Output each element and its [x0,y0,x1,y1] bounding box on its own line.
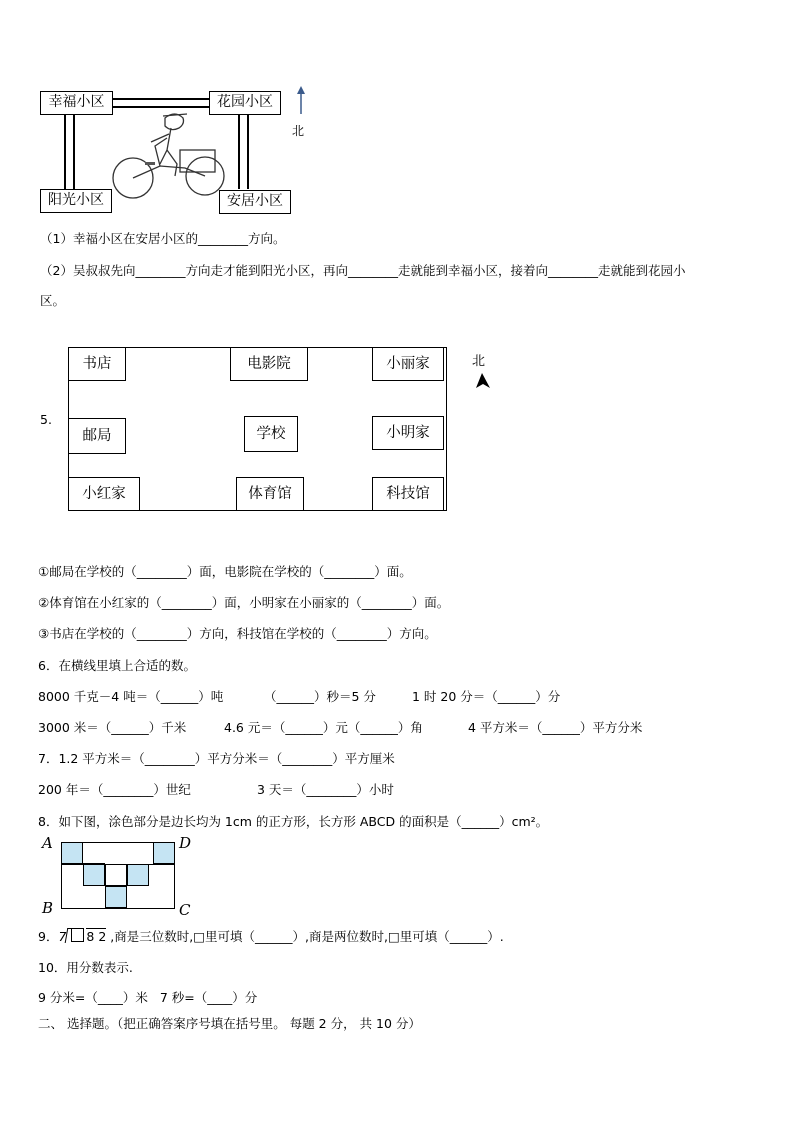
cyclist-illustration [105,106,235,206]
q6-title: 6．在横线里填上合适的数。 [38,658,196,673]
q9-text: ,商是三位数时,□里可填（______）,商是两位数时,□里可填（______）. [106,929,504,944]
q6-row1-item1: 8000 千克－4 吨＝（______）吨 [38,689,224,704]
place-post: 邮局 [68,418,126,454]
shaded-square [153,842,175,864]
north-arrow-icon-q5 [474,372,492,390]
place-gym: 体育馆 [236,477,304,511]
q10-row1: 9 分米=（____）米 7 秒=（____）分 [38,990,258,1005]
place-cinema: 电影院 [230,347,308,381]
q5-question1: ①邮局在学校的（________）面，电影院在学校的（________）面。 [38,564,412,579]
q7-row2-item2: 3 天＝（________）小时 [257,782,394,797]
road-left-2 [73,115,75,189]
q4-part1: （1）幸福小区在安居小区的________方向。 [40,231,286,246]
place-school: 学校 [244,416,298,452]
grid-square [83,842,105,864]
section2-heading: 二、 选择题。（把正确答案序号填在括号里。 每题 2 分， 共 10 分） [38,1016,421,1031]
q6-row1-item3: 1 时 20 分＝（______）分 [412,689,561,704]
shaded-square [105,886,127,908]
q9-divisor: 7 [58,929,67,944]
q6-row2-item2: 4.6 元＝（______）元（______）角 [224,720,423,735]
place-anju: 安居小区 [219,190,291,214]
road-right-2 [247,115,249,189]
q6-row2-item3: 4 平方米＝（______）平方分米 [468,720,643,735]
q5-number: 5. [40,412,52,427]
place-xiaoli: 小丽家 [372,347,444,381]
q8-text: 8．如下图，涂色部分是边长均为 1cm 的正方形，长方形 ABCD 的面积是（______）cm²。 [38,814,549,829]
map1-north-label: 北 [292,124,305,138]
blank-square-icon [71,928,84,942]
q9-dividend: 8 2 [86,929,107,944]
shaded-square [83,864,105,886]
place-bookstore: 书店 [68,347,126,381]
north-arrow-icon [295,85,307,115]
shaded-square [61,842,83,864]
place-yangguang: 阳光小区 [40,189,112,213]
road-top-1 [112,98,210,100]
place-xiaohong: 小红家 [68,477,140,511]
q6-row2-item1: 3000 米＝（______）千米 [38,720,187,735]
q6-row1-item2: （______）秒＝5 分 [264,689,376,704]
grid-square [105,864,127,886]
q4-part2-line1: （2）吴叔叔先向________方向走才能到阳光小区，再向________走就能到幸福小区，接着向________走就能到花园小 [40,263,686,278]
place-scitech: 科技馆 [372,477,444,511]
road-left-1 [64,115,66,189]
q5-question3: ③书店在学校的（________）方向，科技馆在学校的（________）方向。 [38,626,437,641]
place-xiaoming: 小明家 [372,416,444,450]
label-b: B [42,899,54,917]
label-c: C [179,901,191,919]
q7-row2-item1: 200 年＝（________）世纪 [38,782,191,797]
grid-line [61,864,175,865]
q5-question2: ②体育馆在小红家的（________）面，小明家在小丽家的（________）面。 [38,595,450,610]
place-xingfu: 幸福小区 [40,91,113,115]
q7-row1: 7．1.2 平方米＝（________）平方分米＝（________）平方厘米 [38,751,395,766]
q10-title: 10．用分数表示. [38,960,133,975]
shaded-square [127,864,149,886]
label-a: A [42,834,53,852]
q4-part2-line2: 区。 [40,293,66,308]
q9-number: 9． [38,929,59,944]
q5-north-label: 北 [472,354,486,369]
q9-line [38,927,504,945]
label-d: D [179,834,192,852]
road-right-1 [238,115,240,189]
place-huayuan: 花园小区 [209,91,281,115]
